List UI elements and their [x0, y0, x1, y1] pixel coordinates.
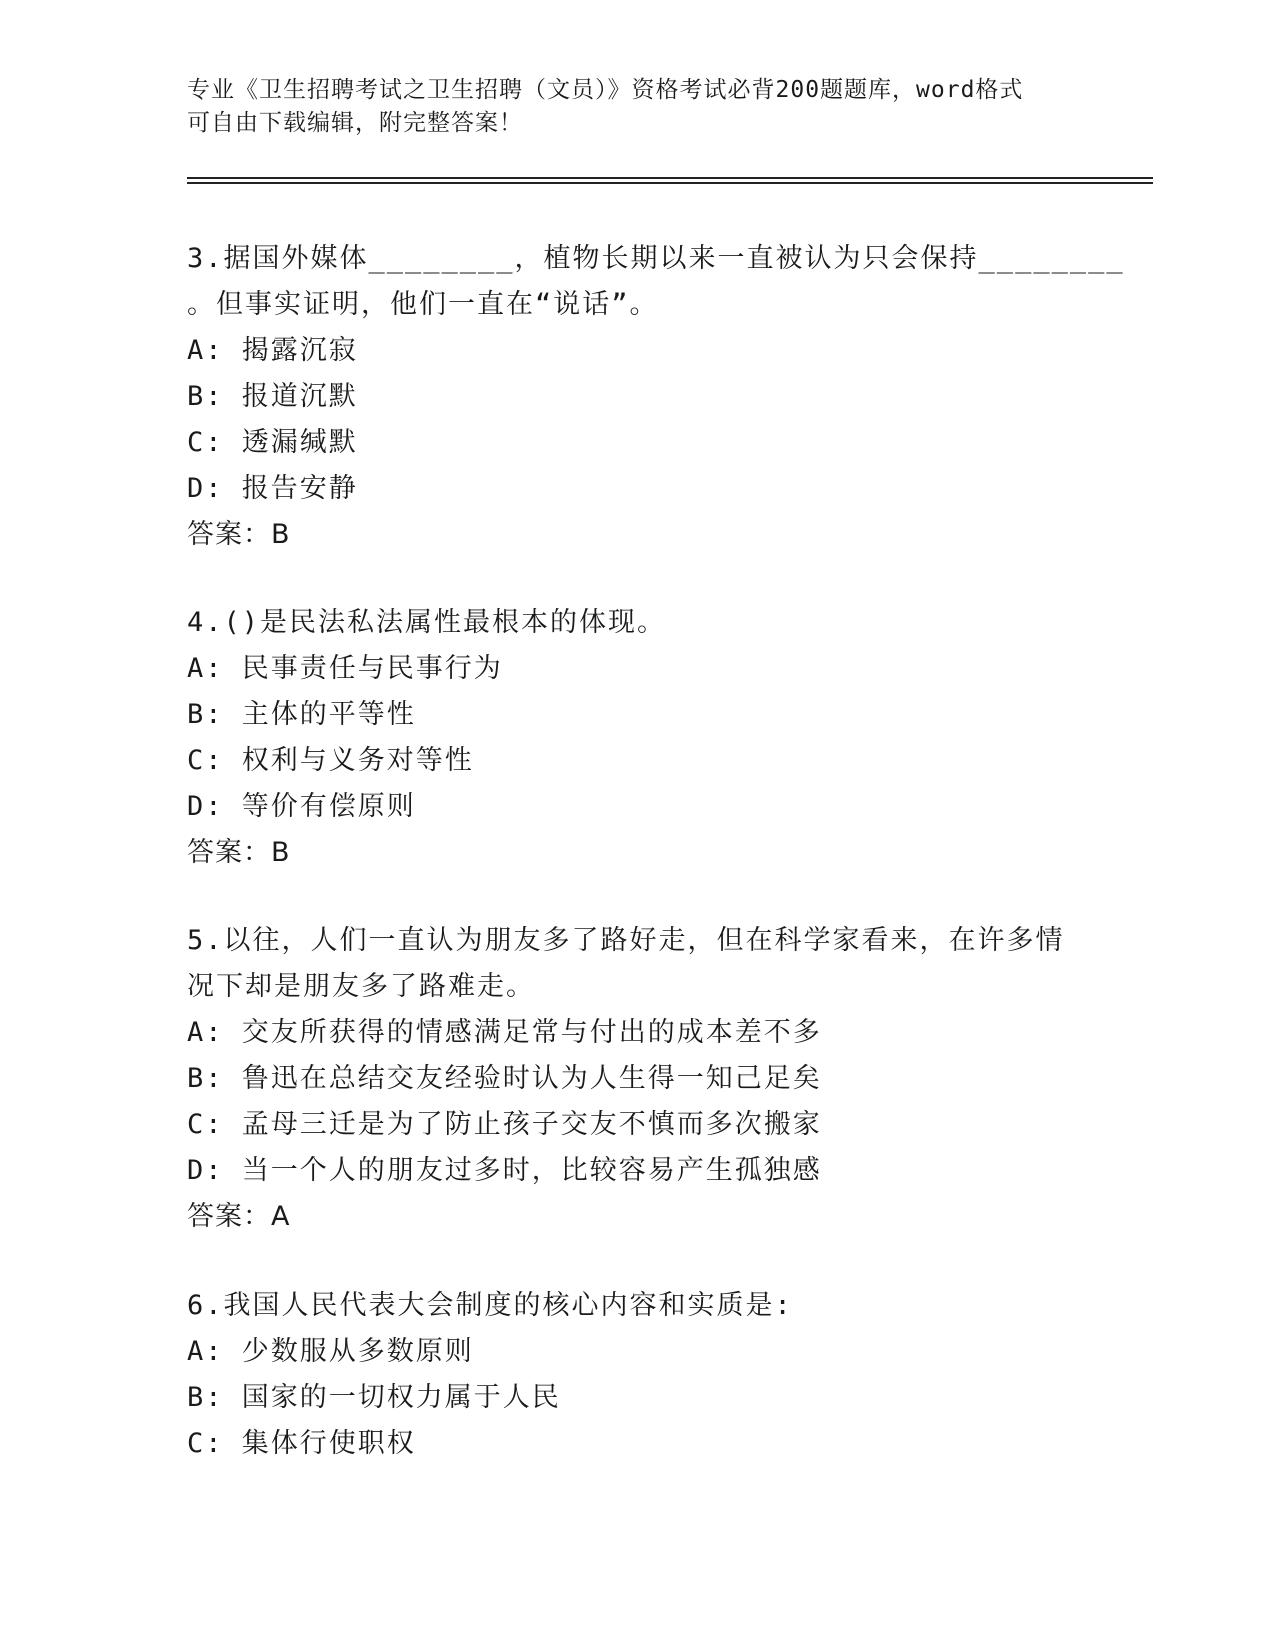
option-b: B: 报道沉默 [187, 381, 358, 412]
question-5 [187, 918, 1087, 1240]
option-c: C: 集体行使职权 [187, 1428, 416, 1459]
option-b: B: 国家的一切权力属于人民 [187, 1382, 561, 1413]
question-stem: 5.以往，人们一直认为朋友多了路好走，但在科学家看来，在许多情 [187, 925, 1065, 956]
answer: 答案：B [187, 519, 291, 550]
option-d: D: 当一个人的朋友过多时，比较容易产生孤独感 [187, 1155, 822, 1186]
header-divider-bottom [187, 182, 1153, 184]
option-d: D: 等价有偿原则 [187, 791, 416, 822]
option-c: C: 孟母三迁是为了防止孩子交友不慎而多次搬家 [187, 1109, 822, 1140]
document-header [187, 74, 1067, 140]
option-c: C: 透漏缄默 [187, 427, 358, 458]
header-line-2: 可自由下载编辑，附完整答案！ [187, 110, 523, 136]
question-stem: 4.()是民法私法属性最根本的体现。 [187, 607, 667, 638]
question-stem: 6.我国人民代表大会制度的核心内容和实质是: [187, 1290, 793, 1321]
header-divider-top [187, 177, 1153, 179]
option-a: A: 揭露沉寂 [187, 335, 358, 366]
answer: 答案：A [187, 1201, 291, 1232]
option-a: A: 少数服从多数原则 [187, 1336, 474, 1367]
option-b: B: 鲁迅在总结交友经验时认为人生得一知己足矣 [187, 1063, 822, 1094]
option-b: B: 主体的平等性 [187, 699, 416, 730]
question-stem: 3.据国外媒体________，植物长期以来一直被认为只会保持________ [187, 243, 1125, 274]
answer: 答案：B [187, 837, 291, 868]
question-4 [187, 600, 1087, 876]
option-a: A: 交友所获得的情感满足常与付出的成本差不多 [187, 1017, 822, 1048]
option-a: A: 民事责任与民事行为 [187, 653, 503, 684]
question-3 [187, 236, 1125, 558]
option-d: D: 报告安静 [187, 473, 358, 504]
question-stem-continued: 况下却是朋友多了路难走。 [187, 971, 535, 1002]
question-stem-continued: 。但事实证明，他们一直在“说话”。 [187, 289, 659, 320]
question-6 [187, 1283, 1087, 1467]
header-line-1: 专业《卫生招聘考试之卫生招聘（文员）》资格考试必背200题题库，word格式 [187, 77, 1024, 103]
option-c: C: 权利与义务对等性 [187, 745, 474, 776]
